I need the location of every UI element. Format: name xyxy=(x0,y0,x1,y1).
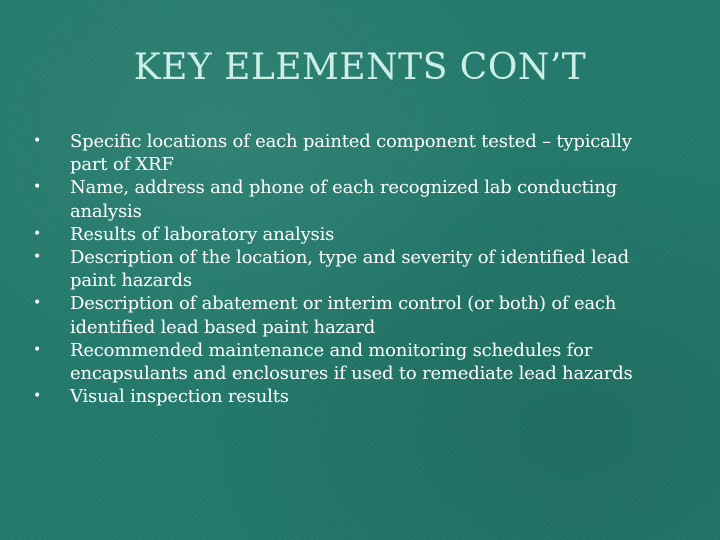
bullet-dot-icon: • xyxy=(32,295,42,312)
bullet-dot-icon: • xyxy=(32,225,42,242)
bullet-dot-icon: • xyxy=(32,341,42,358)
bullet-item-lab-contact xyxy=(30,176,670,222)
bullet-list xyxy=(30,130,670,408)
bullet-item-xrf-locations xyxy=(30,130,670,176)
slide-title: KEY ELEMENTS CON’T xyxy=(133,47,587,88)
bullet-dot-icon: • xyxy=(32,179,42,196)
bullet-text: Description of the location, type and severity of identified lead paint hazards xyxy=(70,247,629,292)
bullet-item-visual-inspection xyxy=(30,385,670,408)
bullet-item-abatement xyxy=(30,292,670,338)
bullet-text: Name, address and phone of each recognized lab conducting analysis xyxy=(70,177,617,222)
bullet-dot-icon: • xyxy=(32,133,42,149)
bullet-text: Visual inspection results xyxy=(70,386,289,408)
bullet-dot-icon: • xyxy=(32,249,42,266)
bullet-text: Specific locations of each painted component tested – typically part of XRF xyxy=(70,131,632,176)
bullet-item-hazard-description xyxy=(30,246,670,292)
bullet-item-maintenance xyxy=(30,339,670,385)
bullet-text: Recommended maintenance and monitoring schedules for encapsulants and enclosures if used to remediate lead hazards xyxy=(70,339,633,385)
bullet-text: Description of abatement or interim control (or both) of each identified lead based paint hazard xyxy=(70,293,617,338)
bullet-dot-icon: • xyxy=(32,388,42,405)
bullet-item-lab-results xyxy=(30,223,670,246)
bullet-text: Results of laboratory analysis xyxy=(70,223,335,245)
